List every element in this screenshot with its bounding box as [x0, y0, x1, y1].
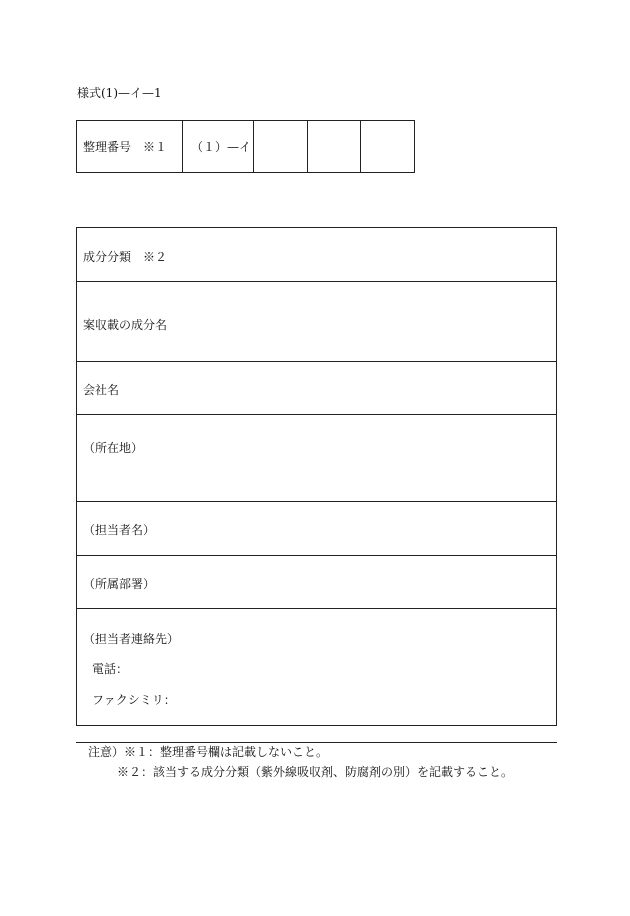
department-label: （所属部署）	[83, 577, 156, 591]
reference-number-box-3[interactable]	[361, 121, 414, 172]
reference-number-box-2[interactable]	[308, 121, 361, 172]
phone-label: 電話：	[92, 662, 129, 676]
person-in-charge-row[interactable]	[77, 502, 556, 556]
fax-label: ファクシミリ：	[92, 693, 176, 707]
form-code: 様式(1)—イ—1	[77, 86, 162, 100]
notes-divider	[76, 742, 557, 743]
reference-number-box-1[interactable]	[254, 121, 308, 172]
contact-row[interactable]	[77, 609, 556, 725]
note-1: 注意）※１：整理番号欄は記載しないこと。	[88, 745, 329, 759]
component-name-label: 案収載の成分名	[83, 318, 168, 332]
note-2: ※２：該当する成分分類（紫外線吸収剤、防腐剤の別）を記載すること。	[117, 765, 514, 779]
component-class-label: 成分分類 ※２	[83, 250, 168, 264]
component-name-row[interactable]	[77, 282, 556, 362]
applicant-info-form	[76, 227, 557, 726]
reference-number-table	[76, 120, 415, 173]
address-row[interactable]	[77, 415, 556, 502]
reference-number-prefix: （１）—イ	[183, 121, 254, 172]
reference-number-label: 整理番号 ※１	[77, 121, 183, 172]
company-name-row[interactable]	[77, 362, 556, 415]
company-name-label: 会社名	[83, 383, 120, 397]
component-class-row[interactable]	[77, 228, 556, 282]
department-row[interactable]	[77, 556, 556, 609]
contact-label: （担当者連絡先）	[83, 632, 180, 646]
address-label: （所在地）	[83, 441, 144, 455]
person-in-charge-label: （担当者名）	[83, 523, 156, 537]
